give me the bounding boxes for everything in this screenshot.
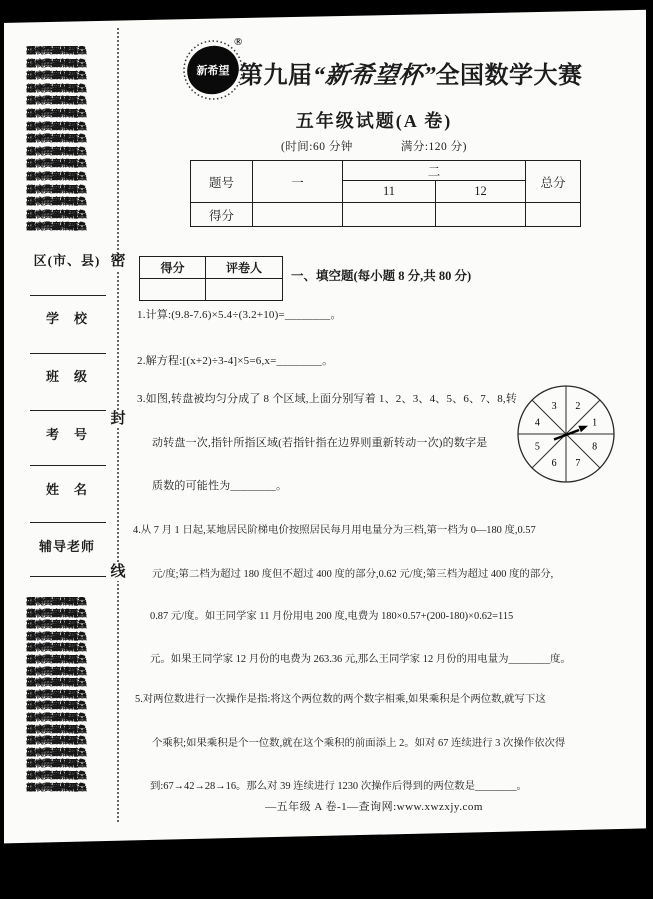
question-3-line-2: 动转盘一次,指针所指区域(若指针指在边界则重新转动一次)的数字是 [152, 437, 488, 449]
score-table-part-one: 一 [253, 161, 343, 203]
score-cell-11 [343, 203, 436, 227]
question-5-line-3: 到:67→42→28→16。那么对 39 连续进行 1230 次操作后得到的两位数是________。 [150, 781, 527, 792]
field-line-exam-number [30, 465, 106, 466]
spinner-diagram [510, 381, 622, 491]
paper-subtitle: 五年级试题(A 卷) [295, 111, 453, 131]
question-2: 2.解方程:[(x+2)÷3-4]×5=6,x=________。 [137, 355, 334, 367]
question-4-line-2: 元/度;第二档为超过 180 度但不超过 400 度的部分,0.62 元/度;第三档为超过 400 度的部分, [152, 569, 554, 580]
question-5-line-1: 5.对两位数进行一次操作是指:将这个两位数的两个数字相乘,如果乘积是个两位数,就写下这 [135, 694, 546, 705]
question-4-line-1: 4.从 7 月 1 日起,某地居民阶梯电价按照居民每月用电量分为三档,第一档为 0—180 度,0.57 [133, 525, 536, 536]
field-line-school [30, 353, 106, 354]
spinner-number-3: 3 [551, 400, 557, 412]
field-line-tutor [30, 576, 106, 577]
competition-title [239, 55, 583, 90]
registered-trademark-icon: ® [234, 36, 243, 48]
question-4-line-3: 0.87 元/度。如王同学家 11 月份用电 200 度,电费为 180×0.57+(200-180)×0.62=115 [150, 611, 514, 622]
field-label-tutor: 辅导老师 [38, 539, 95, 554]
grader-box-grader-label: 评卷人 [206, 257, 283, 279]
score-table-part-two: 二 [343, 161, 526, 181]
section-one-title: 一、填空题(每小题 8 分,共 80 分) [291, 269, 472, 283]
score-table-score-label: 得分 [191, 203, 253, 227]
seal-char-xian: 线 [110, 564, 126, 580]
grader-box-score-label: 得分 [140, 257, 206, 279]
grader-box [139, 256, 283, 301]
question-1: 1.计算:(9.8-7.6)×5.4÷(3.2+10)=________。 [137, 309, 342, 321]
logo-text: 新希望 [196, 65, 230, 77]
score-cell-12 [436, 203, 526, 227]
time-score-meta: (时间:60 分钟 满分:120 分) [280, 141, 468, 153]
security-microprint-bottom: 龘癵爨麤齉龗鱻 龘癵爨麤齉龗鱻 龘癵爨麤齉龗鱻 龘癵爨麤齉龗鱻 龘癵爨麤齉龗鱻 龘癵爨麤齉龗鱻 龘癵爨麤齉龗鱻 龘癵爨麤齉龗鱻 龘癵爨麤齉龗鱻 龘癵爨麤齉龗鱻 龘癵爨麤齉龗鱻 龘癵爨麤齉龗鱻 龘癵爨麤齉龗鱻 龘癵爨麤齉龗鱻 龘癵爨麤齉龗鱻 龘癵爨麤齉龗鱻 龘癵爨麤齉龗鱻 [26, 597, 86, 793]
title-brand: “新希望杯” [310, 63, 437, 89]
field-line-name [30, 522, 106, 523]
spinner-number-2: 2 [575, 400, 581, 412]
scan-edge-bottom [0, 826, 653, 899]
question-3-line-1: 3.如图,转盘被均匀分成了 8 个区域,上面分别写着 1、2、3、4、5、6、7、8,转 [137, 393, 518, 405]
page-footer: —五年级 A 卷-1—查询网:www.xwzxjy.com [265, 801, 483, 813]
seal-char-feng: 封 [110, 411, 126, 427]
score-table-total-label: 总分 [526, 161, 581, 203]
field-label-district: 区(市、县) [33, 253, 101, 268]
score-table-sub-11: 11 [343, 181, 436, 203]
field-line-class [30, 410, 106, 411]
title-suffix: 全国数学大赛 [435, 63, 583, 89]
question-5-line-2: 个乘积;如果乘积是个一位数,就在这个乘积的前面添上 2。如对 67 连续进行 3 次操作依次得 [152, 738, 566, 749]
spinner-number-7: 7 [575, 458, 581, 469]
score-cell-total [526, 203, 581, 227]
field-label-name: 姓 名 [45, 482, 88, 497]
security-microprint-top: 龘癵爨麤齉龗鱻 龘癵爨麤齉龗鱻 龘癵爨麤齉龗鱻 龘癵爨麤齉龗鱻 龘癵爨麤齉龗鱻 龘癵爨麤齉龗鱻 龘癵爨麤齉龗鱻 龘癵爨麤齉龗鱻 龘癵爨麤齉龗鱻 龘癵爨麤齉龗鱻 龘癵爨麤齉龗鱻 龘癵爨麤齉龗鱻 龘癵爨麤齉龗鱻 龘癵爨麤齉龗鱻 龘癵爨麤齉龗鱻 [26, 46, 86, 233]
spinner-number-4: 4 [534, 417, 540, 429]
seal-char-mi: 密 [110, 253, 126, 269]
score-summary-table [190, 160, 581, 227]
field-label-class: 班 级 [45, 369, 88, 384]
score-table-sub-12: 12 [436, 181, 526, 203]
scan-edge-top [0, 0, 653, 23]
score-cell-part-one [253, 203, 343, 227]
score-table-question-label: 题号 [191, 161, 253, 203]
grader-box-grader-cell [206, 279, 283, 301]
field-line-district [30, 295, 106, 296]
scan-edge-left [0, 0, 4, 899]
spinner-number-1: 1 [592, 417, 598, 429]
spinner-number-8: 8 [592, 441, 598, 453]
field-label-school: 学 校 [45, 311, 88, 326]
question-3-line-3: 质数的可能性为________。 [152, 480, 288, 492]
spinner-number-5: 5 [534, 441, 540, 453]
title-prefix: 第九届 [239, 63, 313, 89]
question-4-line-4: 元。如果王同学家 12 月份的电费为 263.36 元,那么王同学家 12 月份的用电量为________度。 [150, 654, 571, 665]
field-label-exam-number: 考 号 [45, 427, 88, 442]
scan-edge-right [646, 0, 653, 899]
grader-box-score-cell [140, 279, 206, 301]
spinner-number-6: 6 [551, 458, 557, 469]
